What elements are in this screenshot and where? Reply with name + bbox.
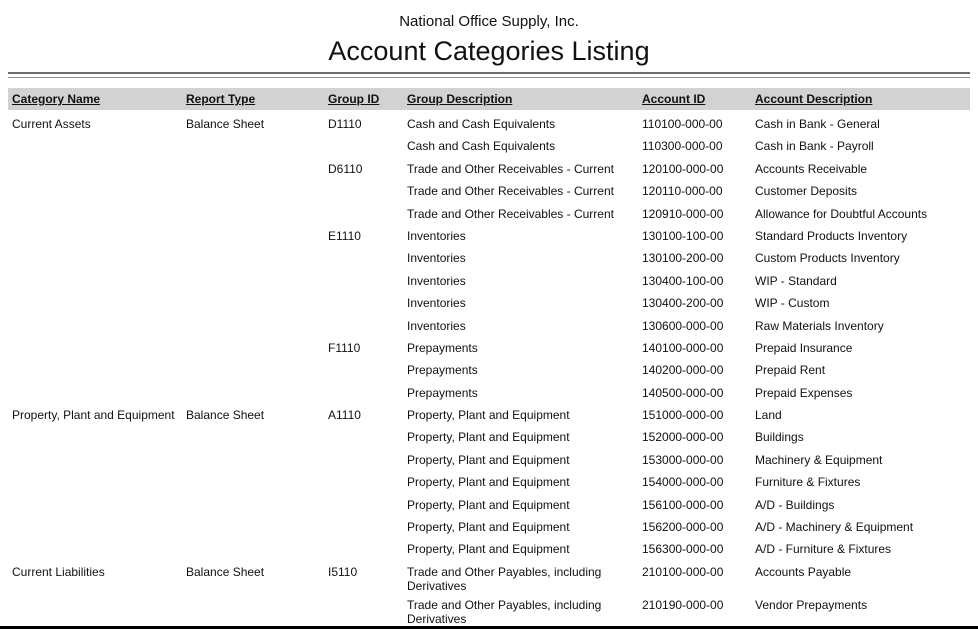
cell-account-id: 156200-000-00 [642,520,724,535]
cell-category-name: Current Assets [12,117,91,131]
cell-group-description: Inventories [407,318,466,333]
table-row [8,495,970,517]
cell-account-description: Allowance for Doubtful Accounts [755,206,928,221]
column-header-label: Report Type [186,92,256,106]
column-header-label: Category Name [12,92,101,106]
table-row [8,248,970,270]
cell-account-description: Buildings [755,430,804,445]
cell-group-description: Trade and Other Receivables - Current [407,161,614,176]
cell-account-description: Standard Products Inventory [755,228,908,243]
cell-group-id: I5110 [328,564,358,579]
table-row [8,136,970,158]
column-header-report-type [186,92,328,110]
cell-group-description: Property, Plant and Equipment [407,542,570,557]
cell-group-id: A1110 [328,408,361,423]
cell-group-description: Property, Plant and Equipment [407,520,570,535]
header-rule-thin [8,77,970,78]
cell-group-id: D6110 [328,161,363,176]
table-header-row [8,88,970,110]
cell-account-description: Prepaid Expenses [755,385,853,400]
table-row [8,271,970,293]
cell-account-id: 120910-000-00 [642,206,724,221]
cell-group-description: Property, Plant and Equipment [407,497,570,512]
cell-account-id: 140100-000-00 [642,340,724,355]
cell-group-description: Trade and Other Receivables - Current [407,206,614,221]
cell-account-id: 120100-000-00 [642,161,724,176]
table-row [8,539,970,561]
table-row [8,383,970,405]
cell-group-description: Property, Plant and Equipment [407,430,570,445]
cell-account-id: 110100-000-00 [642,117,723,131]
table-body [8,114,970,628]
cell-account-id: 210190-000-00 [642,597,724,612]
company-name: National Office Supply, Inc. [399,13,579,30]
cell-group-description: Cash and Cash Equivalents [407,117,556,131]
table-row [8,226,970,248]
cell-group-description: Inventories [407,228,466,243]
cell-account-description: A/D - Furniture & Fixtures [755,542,892,557]
cell-report-type: Balance Sheet [186,117,265,131]
cell-account-description: Customer Deposits [755,184,858,199]
table-row [8,181,970,203]
cell-report-type: Balance Sheet [186,564,265,579]
report-title: Account Categories Listing [328,36,650,66]
cell-account-description: Vendor Prepayments [755,597,868,612]
column-header-label: Group ID [328,92,380,106]
table-row [8,114,970,136]
cell-account-id: 140500-000-00 [642,385,724,400]
cell-group-id: F1110 [328,340,361,355]
table-row [8,204,970,226]
table-row [8,562,970,595]
cell-group-description: Inventories [407,251,466,266]
cell-group-description: Inventories [407,296,466,311]
table-row [8,293,970,315]
cell-group-description: Trade and Other Payables, including Derivatives [407,564,602,593]
table-row [8,338,970,360]
cell-group-description: Trade and Other Payables, including Derivatives [407,597,602,626]
cell-account-id: 151000-000-00 [642,408,724,423]
table-row [8,595,970,628]
cell-account-description: WIP - Custom [755,296,830,311]
table-row [8,159,970,181]
cell-account-id: 154000-000-00 [642,475,724,490]
cell-account-id: 110300-000-00 [642,139,723,154]
cell-account-description: A/D - Machinery & Equipment [755,520,914,535]
table-row [8,405,970,427]
table-row [8,472,970,494]
cell-group-description: Property, Plant and Equipment [407,475,570,490]
table-row [8,427,970,449]
cell-account-description: Accounts Receivable [755,161,868,176]
column-header-group-id [328,92,407,110]
cell-group-id: E1110 [328,228,361,243]
cell-group-description: Prepayments [407,340,478,355]
column-header-account-description [755,92,970,110]
cell-account-id: 130100-100-00 [642,228,724,243]
cell-account-id: 120110-000-00 [642,184,723,199]
cell-group-description: Trade and Other Receivables - Current [407,184,614,199]
cell-account-description: Machinery & Equipment [755,452,883,467]
cell-account-description: Prepaid Insurance [755,340,853,355]
column-header-group-description [407,92,642,110]
cell-account-description: Furniture & Fixtures [755,475,861,490]
column-header-category-name [8,92,186,110]
cell-group-description: Prepayments [407,385,478,400]
cell-account-description: Raw Materials Inventory [755,318,884,333]
cell-account-description: Custom Products Inventory [755,251,900,266]
table-row [8,316,970,338]
cell-account-id: 156100-000-00 [642,497,724,512]
cell-group-id: D1110 [328,117,362,131]
column-header-label: Account ID [642,92,706,106]
column-header-account-id [642,92,755,110]
cell-account-id: 130100-200-00 [642,251,724,266]
cell-account-description: Cash in Bank - General [755,117,880,131]
header-rule-thick [8,72,970,74]
cell-account-description: Prepaid Rent [755,363,826,378]
cell-account-description: A/D - Buildings [755,497,835,512]
cell-account-id: 130600-000-00 [642,318,724,333]
cell-group-description: Inventories [407,273,466,288]
column-header-label: Group Description [407,92,513,106]
cell-account-id: 140200-000-00 [642,363,724,378]
cell-group-description: Prepayments [407,363,478,378]
cell-group-description: Cash and Cash Equivalents [407,139,556,154]
cell-report-type: Balance Sheet [186,408,265,423]
cell-account-description: Accounts Payable [755,564,852,579]
table-row [8,360,970,382]
cell-account-description: Cash in Bank - Payroll [755,139,874,154]
cell-account-id: 130400-100-00 [642,273,724,288]
cell-group-description: Property, Plant and Equipment [407,408,570,423]
column-header-label: Account Description [755,92,873,106]
cell-account-description: WIP - Standard [755,273,837,288]
cell-account-id: 130400-200-00 [642,296,724,311]
cell-category-name: Current Liabilities [12,564,105,579]
cell-account-id: 153000-000-00 [642,452,724,467]
table-row [8,517,970,539]
cell-account-id: 210100-000-00 [642,564,724,579]
cell-group-description: Property, Plant and Equipment [407,452,570,467]
cell-account-description: Land [755,408,782,423]
cell-category-name: Property, Plant and Equipment [12,408,175,423]
cell-account-id: 156300-000-00 [642,542,724,557]
table-row [8,450,970,472]
cell-account-id: 152000-000-00 [642,430,724,445]
